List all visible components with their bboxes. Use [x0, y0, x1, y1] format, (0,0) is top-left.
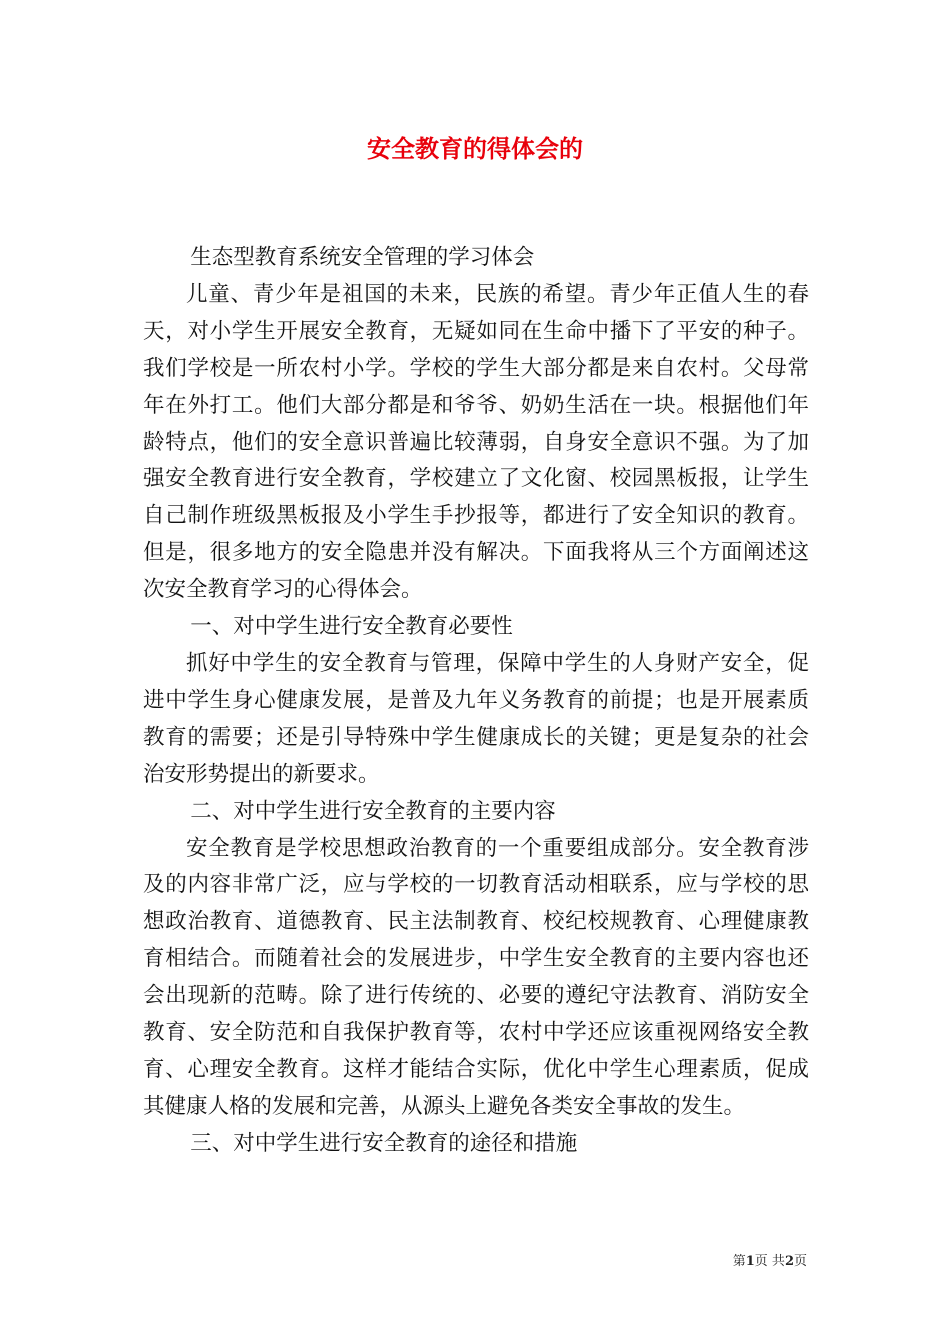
footer-suffix: 页	[793, 1254, 807, 1269]
section-heading-1: 一、对中学生进行安全教育必要性	[190, 614, 513, 640]
section-heading-3: 三、对中学生进行安全教育的途径和措施	[190, 1130, 578, 1156]
document-subtitle: 生态型教育系统安全管理的学习体会	[190, 245, 535, 270]
page-title: 安全教育的得体会的	[367, 134, 583, 163]
paragraph-section-2: 安全教育是学校思想政治教育的一个重要组成部分。安全教育涉及的内容非常广泛，应与学校的一切教育活动相联系，应与学校的思想政治教育、道德教育、民主法制教育、校纪校规教育、心理健康教育相结合。而随着社会的发展进步，中学生安全教育的主要内容也还会出现新的范畴。除了进行传统的、必要的遵纪守法教育、消防安全教育、安全防范和自我保护教育等，农村中学还应该重视网络安全教育、心理安全教育。这样才能结合实际，优化中学生心理素质，促成其健康人格的发展和完善，从源头上避免各类安全事故的发生。	[143, 835, 809, 1119]
paragraph-intro: 儿童、青少年是祖国的未来，民族的希望。青少年正值人生的春天，对小学生开展安全教育，无疑如同在生命中播下了平安的种子。我们学校是一所农村小学。学校的学生大部分都是来自农村。父母常年在外打工。他们大部分都是和爷爷、奶奶生活在一块。根据他们年龄特点，他们的安全意识普遍比较薄弱，自身安全意识不强。为了加强安全教育进行安全教育，学校建立了文化窗、校园黑板报，让学生自己制作班级黑板报及小学生手抄报等，都进行了安全知识的教育。但是，很多地方的安全隐患并没有解决。下面我将从三个方面阐述这次安全教育学习的心得体会。	[143, 281, 809, 603]
page-number-footer	[733, 1253, 807, 1271]
footer-current-page: 1	[745, 1254, 755, 1269]
section-heading-2: 二、对中学生进行安全教育的主要内容	[190, 798, 556, 824]
document-body	[143, 240, 809, 1163]
footer-prefix: 第	[732, 1254, 746, 1269]
footer-middle: 页 共	[754, 1254, 785, 1269]
footer-total-pages: 2	[784, 1254, 794, 1269]
paragraph-section-1: 抓好中学生的安全教育与管理，保障中学生的人身财产安全，促进中学生身心健康发展，是普及九年义务教育的前提；也是开展素质教育的需要；还是引导特殊中学生健康成长的关键；更是复杂的社会治安形势提出的新要求。	[143, 650, 809, 787]
